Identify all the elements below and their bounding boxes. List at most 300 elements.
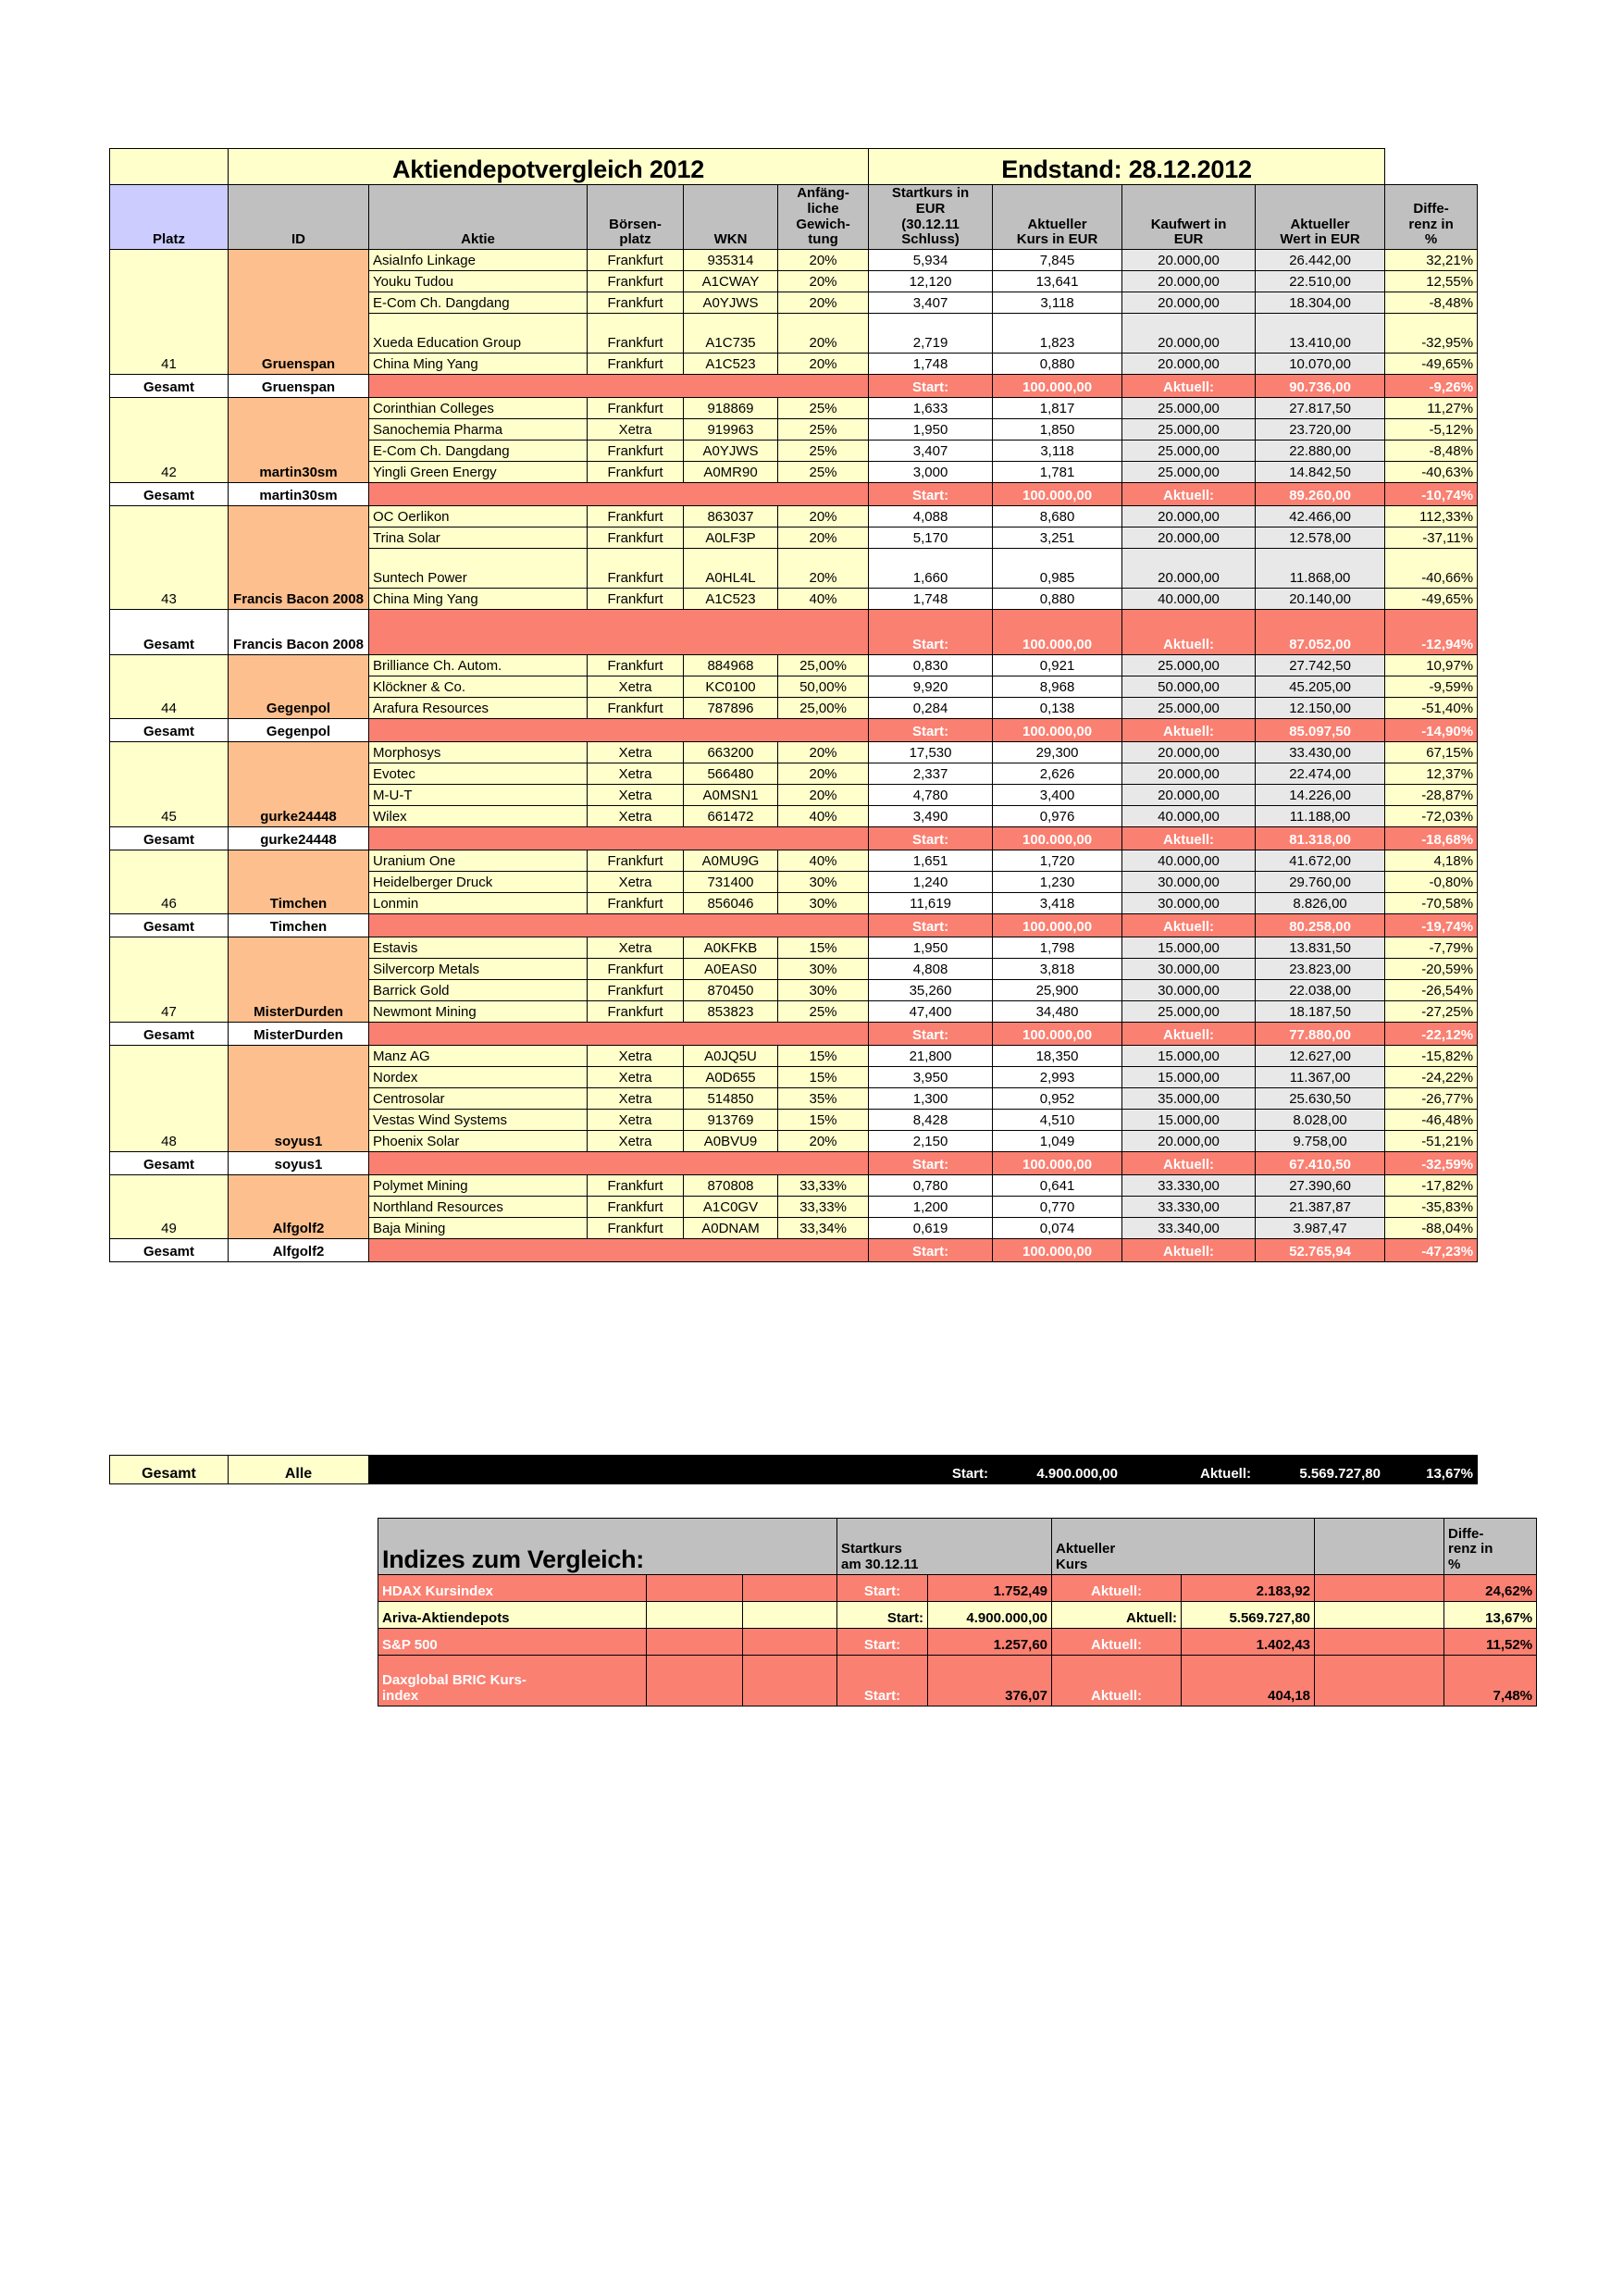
stock-name: Centrosolar bbox=[369, 1088, 588, 1110]
stock-current-value: 27.390,60 bbox=[1256, 1175, 1385, 1197]
stock-weight: 33,33% bbox=[778, 1175, 869, 1197]
stock-current-price: 2,626 bbox=[993, 763, 1122, 785]
stock-exchange: Xetra bbox=[588, 1131, 684, 1152]
stock-name: China Ming Yang bbox=[369, 354, 588, 375]
stock-start-price: 5,934 bbox=[869, 250, 993, 271]
stock-wkn: 853823 bbox=[684, 1001, 778, 1023]
depot-total-row bbox=[110, 1239, 1478, 1262]
stock-exchange: Xetra bbox=[588, 742, 684, 763]
stock-exchange: Frankfurt bbox=[588, 549, 684, 589]
index-start-label: Start: bbox=[837, 1602, 928, 1629]
stock-weight: 30% bbox=[778, 980, 869, 1001]
depot-id: Gegenpol bbox=[229, 655, 369, 719]
stock-current-value: 23.720,00 bbox=[1256, 419, 1385, 441]
index-start-label: Start: bbox=[837, 1656, 928, 1706]
stock-current-value: 22.474,00 bbox=[1256, 763, 1385, 785]
stock-start-price: 3,490 bbox=[869, 806, 993, 827]
stock-buy-value: 50.000,00 bbox=[1122, 676, 1256, 698]
stock-current-value: 29.760,00 bbox=[1256, 872, 1385, 893]
stock-current-price: 13,641 bbox=[993, 271, 1122, 292]
depot-total-filler bbox=[369, 719, 869, 742]
stock-buy-value: 30.000,00 bbox=[1122, 893, 1256, 914]
col-header-differenz: Diffe- renz in % bbox=[1385, 185, 1478, 250]
stock-difference: -28,87% bbox=[1385, 785, 1478, 806]
depot-total-id: martin30sm bbox=[229, 483, 369, 506]
stock-weight: 35% bbox=[778, 1088, 869, 1110]
stock-weight: 20% bbox=[778, 763, 869, 785]
depot-total-filler bbox=[369, 914, 869, 937]
stock-name: Trina Solar bbox=[369, 527, 588, 549]
stock-current-value: 26.442,00 bbox=[1256, 250, 1385, 271]
stock-name: Corinthian Colleges bbox=[369, 398, 588, 419]
stock-exchange: Xetra bbox=[588, 1110, 684, 1131]
stock-current-price: 25,900 bbox=[993, 980, 1122, 1001]
col-header-id: ID bbox=[229, 185, 369, 250]
depot-total-difference: -22,12% bbox=[1385, 1023, 1478, 1046]
stock-current-price: 0,770 bbox=[993, 1197, 1122, 1218]
stock-name: Youku Tudou bbox=[369, 271, 588, 292]
stock-weight: 20% bbox=[778, 354, 869, 375]
stock-exchange: Xetra bbox=[588, 785, 684, 806]
depot-total-label: Gesamt bbox=[110, 610, 229, 655]
stock-weight: 25% bbox=[778, 462, 869, 483]
index-blank-2 bbox=[743, 1602, 837, 1629]
depot-total-id: Gegenpol bbox=[229, 719, 369, 742]
stock-current-value: 27.742,50 bbox=[1256, 655, 1385, 676]
index-start-value: 4.900.000,00 bbox=[928, 1602, 1052, 1629]
stock-row bbox=[110, 937, 1478, 959]
stock-current-price: 4,510 bbox=[993, 1110, 1122, 1131]
index-aktuell-label: Aktuell: bbox=[1052, 1575, 1182, 1602]
stock-weight: 20% bbox=[778, 785, 869, 806]
title-corner-cell bbox=[110, 149, 229, 185]
stock-difference: 10,97% bbox=[1385, 655, 1478, 676]
stock-name: E-Com Ch. Dangdang bbox=[369, 441, 588, 462]
index-difference: 7,48% bbox=[1444, 1656, 1537, 1706]
stock-name: Nordex bbox=[369, 1067, 588, 1088]
stock-current-value: 10.070,00 bbox=[1256, 354, 1385, 375]
depot-total-label: Gesamt bbox=[110, 483, 229, 506]
stock-start-price: 1,651 bbox=[869, 850, 993, 872]
stock-current-price: 3,118 bbox=[993, 292, 1122, 314]
stock-current-value: 13.831,50 bbox=[1256, 937, 1385, 959]
stock-exchange: Xetra bbox=[588, 1088, 684, 1110]
stock-current-price: 3,251 bbox=[993, 527, 1122, 549]
col-header-boersenplatz: Börsen- platz bbox=[588, 185, 684, 250]
stock-buy-value: 20.000,00 bbox=[1122, 785, 1256, 806]
stock-exchange: Frankfurt bbox=[588, 850, 684, 872]
stock-start-price: 21,800 bbox=[869, 1046, 993, 1067]
stock-difference: 32,21% bbox=[1385, 250, 1478, 271]
depot-comparison-table bbox=[109, 148, 1478, 1262]
depot-total-row bbox=[110, 1152, 1478, 1175]
stock-difference: -7,79% bbox=[1385, 937, 1478, 959]
depot-total-label: Gesamt bbox=[110, 827, 229, 850]
stock-buy-value: 33.330,00 bbox=[1122, 1197, 1256, 1218]
grand-total-row bbox=[110, 1456, 1478, 1484]
stock-wkn: A0KFKB bbox=[684, 937, 778, 959]
stock-start-price: 0,284 bbox=[869, 698, 993, 719]
stock-current-price: 0,952 bbox=[993, 1088, 1122, 1110]
stock-wkn: A0YJWS bbox=[684, 441, 778, 462]
index-blank-1 bbox=[647, 1656, 743, 1706]
stock-weight: 40% bbox=[778, 589, 869, 610]
stock-start-price: 35,260 bbox=[869, 980, 993, 1001]
col-header-aktueller-kurs: Aktueller Kurs in EUR bbox=[993, 185, 1122, 250]
depot-rank: 46 bbox=[110, 850, 229, 914]
stock-name: OC Oerlikon bbox=[369, 506, 588, 527]
index-row bbox=[378, 1656, 1537, 1706]
depot-rank: 45 bbox=[110, 742, 229, 827]
depot-total-start-value: 100.000,00 bbox=[993, 827, 1122, 850]
stock-name: Klöckner & Co. bbox=[369, 676, 588, 698]
stock-current-price: 1,798 bbox=[993, 937, 1122, 959]
stock-wkn: 913769 bbox=[684, 1110, 778, 1131]
index-blank-2 bbox=[743, 1629, 837, 1656]
index-start-label: Start: bbox=[837, 1575, 928, 1602]
stock-difference: -24,22% bbox=[1385, 1067, 1478, 1088]
stock-start-price: 4,808 bbox=[869, 959, 993, 980]
stock-start-price: 1,633 bbox=[869, 398, 993, 419]
stock-wkn: 856046 bbox=[684, 893, 778, 914]
depot-total-aktuell-label: Aktuell: bbox=[1122, 914, 1256, 937]
stock-name: Lonmin bbox=[369, 893, 588, 914]
depot-total-filler bbox=[369, 610, 869, 655]
stock-current-price: 1,049 bbox=[993, 1131, 1122, 1152]
stock-start-price: 9,920 bbox=[869, 676, 993, 698]
stock-current-value: 3.987,47 bbox=[1256, 1218, 1385, 1239]
stock-difference: 12,37% bbox=[1385, 763, 1478, 785]
stock-exchange: Frankfurt bbox=[588, 1175, 684, 1197]
stock-weight: 15% bbox=[778, 1067, 869, 1088]
stock-wkn: A0MR90 bbox=[684, 462, 778, 483]
stock-difference: -40,63% bbox=[1385, 462, 1478, 483]
index-name: Daxglobal BRIC Kurs- index bbox=[378, 1656, 647, 1706]
stock-wkn: 863037 bbox=[684, 506, 778, 527]
stock-difference: -49,65% bbox=[1385, 589, 1478, 610]
index-difference: 24,62% bbox=[1444, 1575, 1537, 1602]
depot-total-row bbox=[110, 719, 1478, 742]
stock-name: Evotec bbox=[369, 763, 588, 785]
stock-exchange: Xetra bbox=[588, 937, 684, 959]
depot-total-start-value: 100.000,00 bbox=[993, 1023, 1122, 1046]
stock-weight: 25% bbox=[778, 398, 869, 419]
stock-exchange: Frankfurt bbox=[588, 980, 684, 1001]
depot-total-id: gurke24448 bbox=[229, 827, 369, 850]
index-row bbox=[378, 1629, 1537, 1656]
stock-weight: 40% bbox=[778, 806, 869, 827]
grand-total-alle-label: Alle bbox=[229, 1456, 369, 1484]
index-difference: 13,67% bbox=[1444, 1602, 1537, 1629]
depot-total-filler bbox=[369, 1023, 869, 1046]
depot-total-label: Gesamt bbox=[110, 914, 229, 937]
stock-current-price: 1,817 bbox=[993, 398, 1122, 419]
stock-buy-value: 30.000,00 bbox=[1122, 980, 1256, 1001]
stock-wkn: 919963 bbox=[684, 419, 778, 441]
stock-difference: -17,82% bbox=[1385, 1175, 1478, 1197]
stock-buy-value: 20.000,00 bbox=[1122, 314, 1256, 354]
stock-name: Sanochemia Pharma bbox=[369, 419, 588, 441]
stock-buy-value: 15.000,00 bbox=[1122, 937, 1256, 959]
stock-current-value: 20.140,00 bbox=[1256, 589, 1385, 610]
stock-current-value: 27.817,50 bbox=[1256, 398, 1385, 419]
grand-total-diff: 13,67% bbox=[1385, 1456, 1478, 1484]
stock-difference: -46,48% bbox=[1385, 1110, 1478, 1131]
index-start-value: 1.752,49 bbox=[928, 1575, 1052, 1602]
depot-total-start-value: 100.000,00 bbox=[993, 1152, 1122, 1175]
stock-current-price: 0,138 bbox=[993, 698, 1122, 719]
depot-total-difference: -32,59% bbox=[1385, 1152, 1478, 1175]
stock-weight: 25% bbox=[778, 1001, 869, 1023]
stock-current-value: 25.630,50 bbox=[1256, 1088, 1385, 1110]
stock-wkn: A0YJWS bbox=[684, 292, 778, 314]
stock-current-price: 3,400 bbox=[993, 785, 1122, 806]
stock-name: Baja Mining bbox=[369, 1218, 588, 1239]
index-blank-2 bbox=[743, 1575, 837, 1602]
stock-row bbox=[110, 1046, 1478, 1067]
stock-buy-value: 40.000,00 bbox=[1122, 850, 1256, 872]
depot-total-aktuell-value: 67.410,50 bbox=[1256, 1152, 1385, 1175]
depot-total-label: Gesamt bbox=[110, 719, 229, 742]
grand-total-start-value: 4.900.000,00 bbox=[993, 1456, 1122, 1484]
stock-name: Estavis bbox=[369, 937, 588, 959]
stock-difference: -26,77% bbox=[1385, 1088, 1478, 1110]
stock-weight: 15% bbox=[778, 937, 869, 959]
stock-exchange: Frankfurt bbox=[588, 314, 684, 354]
stock-current-value: 18.187,50 bbox=[1256, 1001, 1385, 1023]
stock-weight: 30% bbox=[778, 872, 869, 893]
stock-weight: 25% bbox=[778, 419, 869, 441]
stock-start-price: 1,748 bbox=[869, 354, 993, 375]
stock-current-value: 14.842,50 bbox=[1256, 462, 1385, 483]
stock-name: Vestas Wind Systems bbox=[369, 1110, 588, 1131]
stock-weight: 15% bbox=[778, 1046, 869, 1067]
stock-exchange: Frankfurt bbox=[588, 354, 684, 375]
index-blank-3 bbox=[1315, 1602, 1444, 1629]
stock-current-value: 22.038,00 bbox=[1256, 980, 1385, 1001]
depot-total-start-value: 100.000,00 bbox=[993, 719, 1122, 742]
depot-total-id: soyus1 bbox=[229, 1152, 369, 1175]
depot-total-filler bbox=[369, 1152, 869, 1175]
depot-total-filler bbox=[369, 1239, 869, 1262]
stock-current-price: 0,985 bbox=[993, 549, 1122, 589]
stock-buy-value: 40.000,00 bbox=[1122, 806, 1256, 827]
stock-wkn: 731400 bbox=[684, 872, 778, 893]
stock-current-price: 1,781 bbox=[993, 462, 1122, 483]
stock-current-price: 0,880 bbox=[993, 589, 1122, 610]
stock-start-price: 11,619 bbox=[869, 893, 993, 914]
stock-wkn: 663200 bbox=[684, 742, 778, 763]
depot-total-start-label: Start: bbox=[869, 483, 993, 506]
stock-name: Polymet Mining bbox=[369, 1175, 588, 1197]
stock-start-price: 1,660 bbox=[869, 549, 993, 589]
depot-total-aktuell-value: 77.880,00 bbox=[1256, 1023, 1385, 1046]
column-header-row bbox=[110, 185, 1478, 250]
depot-total-start-label: Start: bbox=[869, 827, 993, 850]
stock-difference: -15,82% bbox=[1385, 1046, 1478, 1067]
stock-current-value: 22.510,00 bbox=[1256, 271, 1385, 292]
depot-total-id: Gruenspan bbox=[229, 375, 369, 398]
stock-weight: 25,00% bbox=[778, 698, 869, 719]
depot-total-id: Francis Bacon 2008 bbox=[229, 610, 369, 655]
stock-buy-value: 33.340,00 bbox=[1122, 1218, 1256, 1239]
stock-difference: -8,48% bbox=[1385, 441, 1478, 462]
grand-total-aktuell-value: 5.569.727,80 bbox=[1256, 1456, 1385, 1484]
stock-difference: -72,03% bbox=[1385, 806, 1478, 827]
depot-total-start-value: 100.000,00 bbox=[993, 1239, 1122, 1262]
depot-total-row bbox=[110, 610, 1478, 655]
stock-wkn: A0MU9G bbox=[684, 850, 778, 872]
stock-buy-value: 20.000,00 bbox=[1122, 549, 1256, 589]
depot-total-filler bbox=[369, 827, 869, 850]
stock-difference: -70,58% bbox=[1385, 893, 1478, 914]
stock-exchange: Frankfurt bbox=[588, 271, 684, 292]
depot-total-difference: -12,94% bbox=[1385, 610, 1478, 655]
stock-start-price: 5,170 bbox=[869, 527, 993, 549]
index-aktuell-label: Aktuell: bbox=[1052, 1629, 1182, 1656]
stock-buy-value: 20.000,00 bbox=[1122, 763, 1256, 785]
stock-buy-value: 35.000,00 bbox=[1122, 1088, 1256, 1110]
stock-weight: 20% bbox=[778, 1131, 869, 1152]
depot-rank: 47 bbox=[110, 937, 229, 1023]
stock-wkn: KC0100 bbox=[684, 676, 778, 698]
stock-buy-value: 25.000,00 bbox=[1122, 398, 1256, 419]
stock-name: Xueda Education Group bbox=[369, 314, 588, 354]
stock-exchange: Frankfurt bbox=[588, 462, 684, 483]
stock-buy-value: 20.000,00 bbox=[1122, 742, 1256, 763]
stock-difference: 12,55% bbox=[1385, 271, 1478, 292]
depot-total-label: Gesamt bbox=[110, 1023, 229, 1046]
stock-weight: 50,00% bbox=[778, 676, 869, 698]
stock-current-price: 0,641 bbox=[993, 1175, 1122, 1197]
stock-current-price: 1,720 bbox=[993, 850, 1122, 872]
index-blank-3 bbox=[1315, 1575, 1444, 1602]
stock-buy-value: 33.330,00 bbox=[1122, 1175, 1256, 1197]
stock-exchange: Xetra bbox=[588, 419, 684, 441]
stock-name: Newmont Mining bbox=[369, 1001, 588, 1023]
stock-exchange: Frankfurt bbox=[588, 698, 684, 719]
stock-difference: -26,54% bbox=[1385, 980, 1478, 1001]
depot-total-aktuell-label: Aktuell: bbox=[1122, 1152, 1256, 1175]
col-header-aktie: Aktie bbox=[369, 185, 588, 250]
stock-current-value: 21.387,87 bbox=[1256, 1197, 1385, 1218]
indices-col-difference: Diffe- renz in % bbox=[1444, 1519, 1537, 1575]
stock-current-price: 3,418 bbox=[993, 893, 1122, 914]
stock-buy-value: 15.000,00 bbox=[1122, 1110, 1256, 1131]
stock-current-price: 0,976 bbox=[993, 806, 1122, 827]
col-header-wkn: WKN bbox=[684, 185, 778, 250]
stock-weight: 30% bbox=[778, 893, 869, 914]
stock-wkn: A1C735 bbox=[684, 314, 778, 354]
stock-difference: -51,40% bbox=[1385, 698, 1478, 719]
stock-difference: -27,25% bbox=[1385, 1001, 1478, 1023]
depot-total-start-value: 100.000,00 bbox=[993, 914, 1122, 937]
stock-buy-value: 30.000,00 bbox=[1122, 872, 1256, 893]
depot-total-row bbox=[110, 1023, 1478, 1046]
stock-current-value: 9.758,00 bbox=[1256, 1131, 1385, 1152]
stock-wkn: A0LF3P bbox=[684, 527, 778, 549]
depot-total-start-label: Start: bbox=[869, 719, 993, 742]
depot-id: MisterDurden bbox=[229, 937, 369, 1023]
grand-total-filler bbox=[369, 1456, 869, 1484]
depot-total-aktuell-label: Aktuell: bbox=[1122, 1023, 1256, 1046]
depot-total-row bbox=[110, 914, 1478, 937]
stock-wkn: 884968 bbox=[684, 655, 778, 676]
stock-wkn: 514850 bbox=[684, 1088, 778, 1110]
stock-buy-value: 25.000,00 bbox=[1122, 419, 1256, 441]
stock-name: Manz AG bbox=[369, 1046, 588, 1067]
stock-name: E-Com Ch. Dangdang bbox=[369, 292, 588, 314]
depot-total-difference: -47,23% bbox=[1385, 1239, 1478, 1262]
stock-difference: 11,27% bbox=[1385, 398, 1478, 419]
stock-start-price: 12,120 bbox=[869, 271, 993, 292]
depot-rank: 42 bbox=[110, 398, 229, 483]
depot-total-aktuell-value: 90.736,00 bbox=[1256, 375, 1385, 398]
stock-buy-value: 20.000,00 bbox=[1122, 250, 1256, 271]
stock-row bbox=[110, 1175, 1478, 1197]
stock-difference: -32,95% bbox=[1385, 314, 1478, 354]
stock-current-value: 8.028,00 bbox=[1256, 1110, 1385, 1131]
stock-difference: -51,21% bbox=[1385, 1131, 1478, 1152]
depot-total-aktuell-value: 80.258,00 bbox=[1256, 914, 1385, 937]
stock-wkn: 870808 bbox=[684, 1175, 778, 1197]
index-blank-3 bbox=[1315, 1656, 1444, 1706]
stock-wkn: 870450 bbox=[684, 980, 778, 1001]
indices-col-blank bbox=[1315, 1519, 1444, 1575]
index-row bbox=[378, 1602, 1537, 1629]
stock-exchange: Xetra bbox=[588, 676, 684, 698]
stock-start-price: 47,400 bbox=[869, 1001, 993, 1023]
stock-wkn: A0EAS0 bbox=[684, 959, 778, 980]
index-blank-3 bbox=[1315, 1629, 1444, 1656]
stock-name: Uranium One bbox=[369, 850, 588, 872]
depot-total-row bbox=[110, 375, 1478, 398]
index-start-value: 376,07 bbox=[928, 1656, 1052, 1706]
index-aktuell-value: 404,18 bbox=[1182, 1656, 1315, 1706]
index-name: HDAX Kursindex bbox=[378, 1575, 647, 1602]
stock-exchange: Frankfurt bbox=[588, 250, 684, 271]
stock-exchange: Xetra bbox=[588, 806, 684, 827]
stock-difference: -5,12% bbox=[1385, 419, 1478, 441]
stock-current-price: 1,823 bbox=[993, 314, 1122, 354]
depot-id: Gruenspan bbox=[229, 250, 369, 375]
stock-current-value: 13.410,00 bbox=[1256, 314, 1385, 354]
stock-current-value: 12.627,00 bbox=[1256, 1046, 1385, 1067]
stock-start-price: 17,530 bbox=[869, 742, 993, 763]
depot-total-aktuell-value: 89.260,00 bbox=[1256, 483, 1385, 506]
stock-current-price: 7,845 bbox=[993, 250, 1122, 271]
stock-wkn: A0JQ5U bbox=[684, 1046, 778, 1067]
stock-buy-value: 30.000,00 bbox=[1122, 959, 1256, 980]
stock-buy-value: 25.000,00 bbox=[1122, 698, 1256, 719]
stock-buy-value: 25.000,00 bbox=[1122, 655, 1256, 676]
stock-weight: 30% bbox=[778, 959, 869, 980]
grand-total-aktuell-label: Aktuell: bbox=[1122, 1456, 1256, 1484]
stock-weight: 20% bbox=[778, 250, 869, 271]
page-title-right: Endstand: 28.12.2012 bbox=[869, 149, 1385, 185]
stock-exchange: Frankfurt bbox=[588, 959, 684, 980]
depot-id: martin30sm bbox=[229, 398, 369, 483]
stock-weight: 25,00% bbox=[778, 655, 869, 676]
stock-buy-value: 25.000,00 bbox=[1122, 441, 1256, 462]
stock-difference: 4,18% bbox=[1385, 850, 1478, 872]
indices-title: Indizes zum Vergleich: bbox=[378, 1519, 837, 1575]
stock-name: Phoenix Solar bbox=[369, 1131, 588, 1152]
depot-id: gurke24448 bbox=[229, 742, 369, 827]
stock-current-value: 12.150,00 bbox=[1256, 698, 1385, 719]
stock-wkn: A0HL4L bbox=[684, 549, 778, 589]
depot-id: Francis Bacon 2008 bbox=[229, 506, 369, 610]
